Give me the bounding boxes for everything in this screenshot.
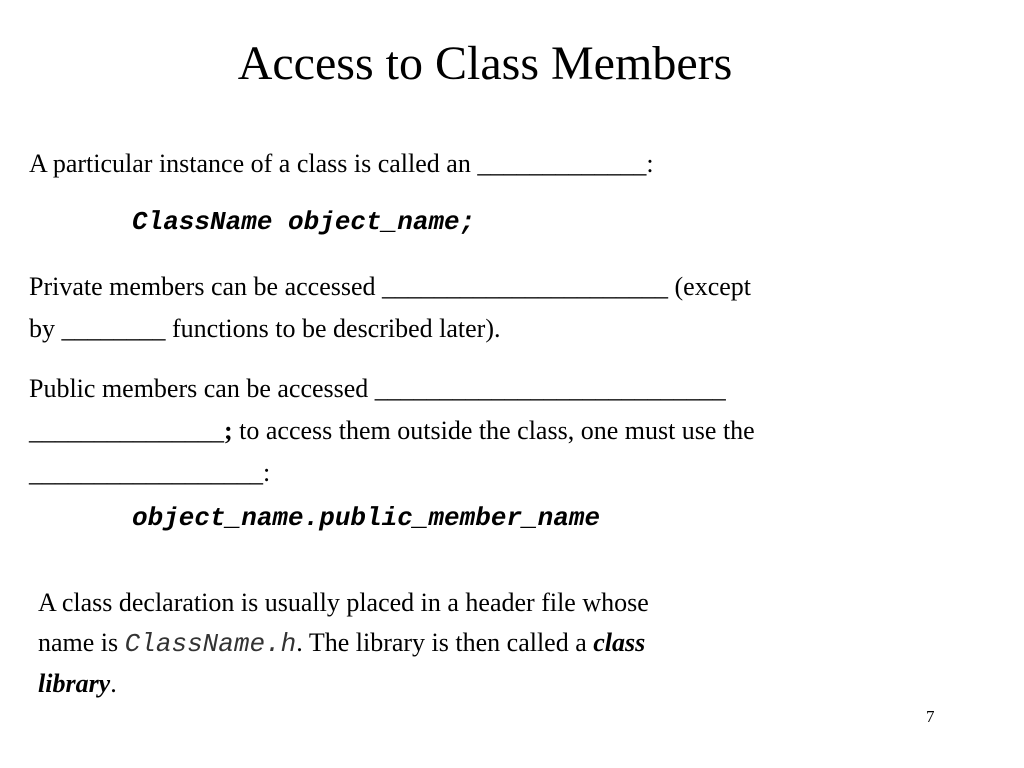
page-number: 7 bbox=[926, 707, 935, 726]
paragraph-private-members-line-2: by ________ functions to be described later). bbox=[29, 314, 501, 343]
public-members-line-2-rest: to access them outside the class, one must use the bbox=[232, 416, 755, 445]
class-library-term-part-2: library bbox=[38, 669, 111, 698]
class-library-line-2-middle: . The library is then called a bbox=[296, 628, 594, 657]
paragraph-object-definition bbox=[29, 143, 654, 185]
class-library-line-3-end: . bbox=[110, 669, 117, 698]
paragraph-public-members-line-1: Public members can be accessed ___________________________ bbox=[29, 374, 726, 403]
public-members-blank: _______________ bbox=[29, 416, 224, 445]
class-library-term-part-1: class bbox=[593, 628, 646, 657]
paragraph-private-members bbox=[29, 266, 751, 350]
paragraph-private-members-line-1: Private members can be accessed ______________________ (except bbox=[29, 272, 752, 301]
paragraph-public-members-line-2 bbox=[29, 410, 755, 452]
paragraph-public-members bbox=[29, 368, 755, 494]
class-library-line-2-prefix: name is bbox=[38, 628, 125, 657]
code-object-declaration: ClassName object_name; bbox=[132, 207, 476, 237]
slide-title: Access to Class Members bbox=[237, 37, 733, 90]
paragraph-class-library-line-1: A class declaration is usually placed in a header file whose bbox=[38, 588, 649, 617]
code-member-access: object_name.public_member_name bbox=[132, 503, 601, 533]
paragraph-class-library bbox=[38, 583, 649, 704]
paragraph-object-definition-text: A particular instance of a class is called an _____________: bbox=[29, 149, 654, 178]
paragraph-class-library-line-2 bbox=[38, 623, 649, 664]
paragraph-class-library-line-3 bbox=[38, 664, 649, 704]
paragraph-public-members-line-3: __________________: bbox=[29, 458, 271, 487]
public-members-semicolon: ; bbox=[224, 416, 233, 445]
header-filename: ClassName.h bbox=[124, 629, 297, 659]
